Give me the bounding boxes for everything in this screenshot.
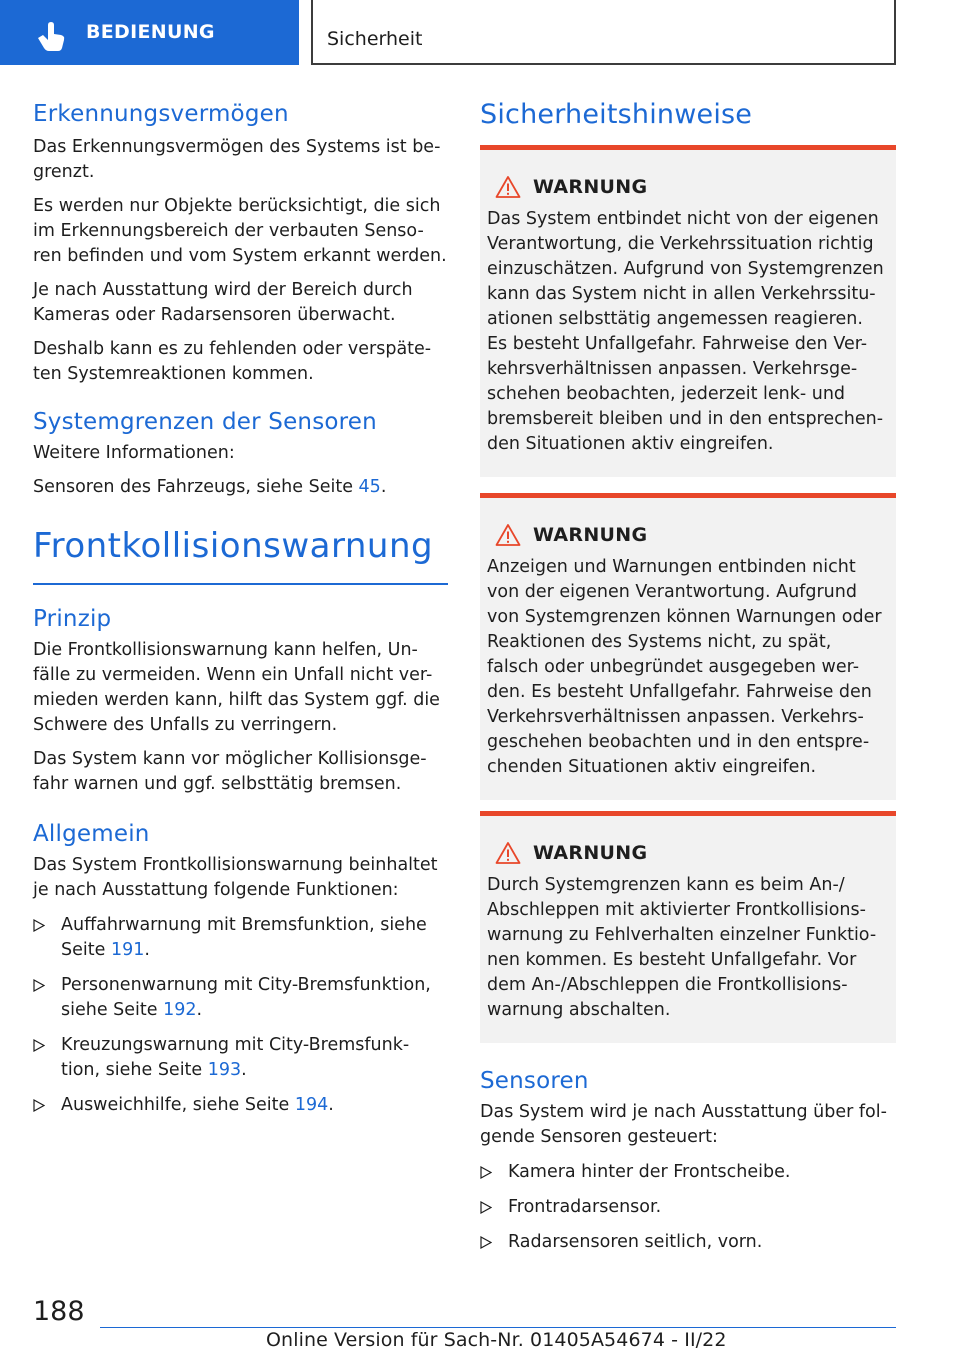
page-link-45[interactable]: 45 (358, 477, 381, 497)
right-column (480, 95, 896, 1255)
paragraph: Je nach Ausstattung wird der Bereich durch Kameras oder Radarsensoren überwacht. (33, 280, 413, 325)
list-bullet-icon (480, 1166, 492, 1179)
paragraph: Die Frontkollisionswarnung kann helfen, Un- fälle zu vermeiden. Wenn ein Unfall nicht ver- mieden werden kann, hilft das System ggf. die Schwere des Unfalls zu verringern. (33, 640, 440, 735)
warning-title: WARNUNG (533, 524, 648, 546)
text: . (328, 1095, 334, 1115)
heading-systemgrenzen: Systemgrenzen der Sensoren (33, 409, 377, 435)
warning-text: Durch Systemgrenzen kann es beim An-/ Abschleppen mit aktivierter Frontkollisions- warnung zu Fehlverhalten einzelner Funktio- nen kommen. Es besteht Unfallgefahr. Vor dem An-/Abschleppen die Frontkollisions- warnung abschalten. (487, 875, 877, 1020)
list-item-text: Frontradarsensor. (508, 1197, 662, 1217)
list-bullet-icon (33, 1099, 45, 1112)
page-link-192[interactable]: 192 (163, 1000, 197, 1020)
warning-box (480, 493, 896, 800)
text: . (196, 1000, 203, 1020)
left-column (33, 95, 448, 1118)
heading-sensoren: Sensoren (480, 1068, 589, 1094)
list-bullet-icon (480, 1201, 492, 1214)
section-label: BEDIENUNG (86, 21, 215, 43)
text: . (380, 477, 387, 497)
warning-title: WARNUNG (533, 842, 648, 864)
footer-divider (100, 1327, 896, 1328)
warning-triangle-icon (495, 175, 521, 199)
list-item (480, 1230, 896, 1255)
paragraph: Das System kann vor möglicher Kollisionsge- fahr warnen und ggf. selbsttätig bremsen. (33, 749, 427, 794)
text: Sensoren des Fahrzeugs, siehe Seite (33, 477, 359, 497)
list-item (480, 1195, 896, 1220)
list-item-text: Personenwarnung mit City-Bremsfunktion, siehe Seite (61, 975, 431, 1020)
list-item-text: Kamera hinter der Frontscheibe. (508, 1162, 791, 1182)
heading-frontkollisionswarnung: Frontkollisionswarnung (33, 526, 434, 566)
heading-prinzip: Prinzip (33, 606, 112, 632)
list-bullet-icon (480, 1236, 492, 1249)
heading-allgemein: Allgemein (33, 821, 150, 847)
warning-text: Das System entbindet nicht von der eigenen Verantwortung, die Verkehrssituation richtig einzuschätzen. Aufgrund von Systemgrenzen kann das System nicht in allen Verkehrssitu- ationen selbsttätig angemessen reagieren. Es besteht Unfallgefahr. Fahrweise den Ver- kehrsverhältnissen anpassen. Verkehrsge- schehen beobachten, jederzeit lenk- und bremsbereit bleiben und in den entsprechen- den Situationen aktiv eingreifen. (487, 209, 884, 454)
paragraph: Deshalb kann es zu fehlenden oder verspäte- ten Systemreaktionen kommen. (33, 339, 432, 384)
hand-pointer-icon (34, 22, 68, 52)
list-bullet-icon (33, 1039, 45, 1052)
list-item-text: Kreuzungswarnung mit City-Bremsfunk- tion, siehe Seite (61, 1035, 410, 1080)
warning-box (480, 145, 896, 477)
warning-title: WARNUNG (533, 176, 648, 198)
chapter-header (311, 0, 896, 65)
list-item (33, 913, 448, 963)
paragraph: Weitere Informationen: (33, 443, 235, 463)
warning-header (487, 839, 888, 867)
list-item (33, 1033, 448, 1083)
list-item-text: Ausweichhilfe, siehe Seite (61, 1095, 295, 1115)
paragraph: Das System wird je nach Ausstattung über fol- gende Sensoren gesteuert: (480, 1102, 887, 1147)
paragraph: Es werden nur Objekte berücksichtigt, die sich im Erkennungsbereich der verbauten Senso- ren befinden und vom System erkannt werden. (33, 196, 447, 266)
heading-underline (33, 583, 448, 585)
text: . (144, 940, 150, 960)
list-bullet-icon (33, 979, 45, 992)
page-link-193[interactable]: 193 (207, 1060, 242, 1080)
paragraph: Das Erkennungsvermögen des Systems ist be- grenzt. (33, 137, 441, 182)
page-link-194[interactable]: 194 (294, 1095, 329, 1115)
list-bullet-icon (33, 919, 45, 932)
list-item (480, 1160, 896, 1185)
warning-triangle-icon (495, 523, 521, 547)
warning-triangle-icon (495, 841, 521, 865)
chapter-title: Sicherheit (327, 28, 423, 50)
online-version-note: Online Version für Sach-Nr. 01405A54674 - II/22 (266, 1329, 727, 1351)
section-tab[interactable] (0, 0, 299, 65)
heading-sicherheitshinweise: Sicherheitshinweise (480, 99, 753, 130)
page-number: 188 (33, 1296, 85, 1327)
text: . (241, 1060, 247, 1080)
list-item-text: Radarsensoren seitlich, vorn. (508, 1232, 763, 1252)
warning-box (480, 811, 896, 1043)
warning-header (487, 173, 888, 201)
warning-header (487, 521, 888, 549)
paragraph: Das System Frontkollisionswarnung beinhaltet je nach Ausstattung folgende Funktionen: (33, 855, 438, 900)
warning-text: Anzeigen und Warnungen entbinden nicht von der eigenen Verantwortung. Aufgrund von Systemgrenzen können Warnungen oder Reaktionen des Systems nicht, zu spät, falsch oder unbegründet ausgegeben wer- den. Es besteht Unfallgefahr. Fahrweise den Verkehrsverhältnissen anpassen. Verkehrs- geschehen beobachten und in den entspre- chenden Situationen aktiv eingreifen. (487, 557, 882, 777)
list-item-text: Auffahrwarnung mit Bremsfunktion, siehe Seite (61, 915, 427, 960)
list-item (33, 973, 448, 1023)
paragraph-with-link (33, 475, 448, 500)
page-link-191[interactable]: 191 (110, 940, 145, 960)
heading-erkennungsvermoegen: Erkennungsvermögen (33, 101, 289, 127)
list-item (33, 1093, 448, 1118)
